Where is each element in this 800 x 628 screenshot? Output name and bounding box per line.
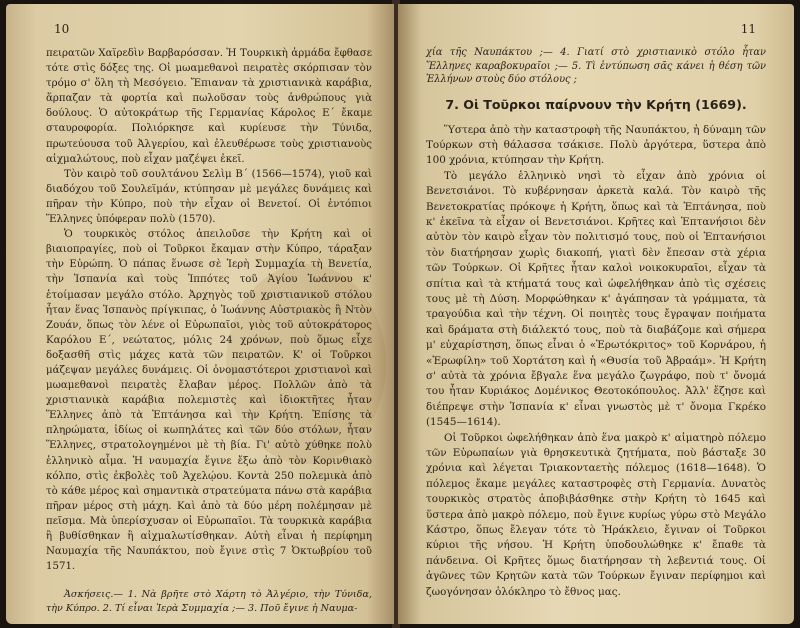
right-page-text	[426, 46, 766, 600]
left-page	[6, 4, 394, 624]
exercises-continued: χία τῆς Ναυπάκτου ;— 4. Γιατί στὸ χριστιανικὸ στόλο ἦταν Ἕλληνες καραβοκυραῖοι ;— 5. Τὶ ἐντύπωση σᾶς κάνει ἡ θέση τῶν Ἑλλήνων στοὺς δύο στόλους ;	[426, 47, 766, 86]
page-number: 10	[54, 22, 70, 36]
paragraph: Τὸ μεγάλο ἑλληνικὸ νησὶ τὸ εἶχαν ἀπὸ χρόνια οἱ Βενετσιάνοι. Τὸ κυβέρνησαν ἀρκετὰ καλά. Τὸν καιρὸ τῆς Βενετοκρατίας πρόκοψε ἡ Κρήτη, ὅπως καὶ τὰ Ἑπτάνησα, ποὺ κ' ἐκεῖνα τὰ εἶχαν οἱ Βενετσιάνοι. Κρῆτες καὶ Ἑπτανήσιοι δὲν αὐτὸν τὸν καιρὸ εἶχαν τὸν πολιτισμό τους, ποὺ οἱ Ἑπτανήσιοι τὸν διατήρησαν χωρὶς διακοπή, γιατὶ δὲν ἔπεσαν στὰ χέρια τῶν Τούρκων. Οἱ Κρῆτες ἦταν καλοὶ νοικοκυραῖοι, εἶχαν τὰ σπίτια καὶ τὰ κτήματά τους καὶ ὠφελήθηκαν ἀπὸ τὶς σχέσεις τους μὲ τὴ Δύση. Μορφώθηκαν κ' ἀγάπησαν τὰ γράμματα, τὰ τραγούδια καὶ τὴν τέχνη. Οἱ ποιητὲς τους ἔγραψαν ποιήματα καὶ δράματα στὴ διάλεκτό τους, ποὺ τὰ διαβάζομε καὶ σήμερα μ' εὐχαρίστηση, ὅπως εἶναι ὁ «Ἐρωτόκριτος» τοῦ Κορνάρου, ἡ «Ἐρωφίλη» τοῦ Χορτάτση καὶ ἡ «Θυσία τοῦ Ἀβραάμ». Ἡ Κρήτη σ' αὐτὰ τὰ χρόνια ἔβγαλε ἕνα μεγάλο ζωγράφο, ποὺ τ' ὄνομά του ἦταν Κυριάκος Δομένικος Θεοτοκόπουλος. Ἀλλ' ἔζησε καὶ διέπρεψε στὴν Ἱσπανία κ' εἶναι γνωστὸς μὲ τ' ὄνομα Γκρέκο (1545—1614).	[426, 169, 766, 429]
paragraph: πειρατῶν Χαϊρεδὶν Βαρβαρόσσαν. Ἡ Τουρκικὴ ἀρμάδα ἔφθασε τότε στὶς δόξες της. Οἱ μωαμεθανοὶ πειρατὲς σκόρπισαν τὸν τρόμο σ' ὅλη τὴ Μεσόγειο. Ἔπιαναν τὰ χριστιανικὰ καράβια, ἅρπαζαν τὰ φορτία καὶ πωλοῦσαν τοὺς ἀνθρώπους γιὰ δούλους. Ὁ αὐτοκράτωρ τῆς Γερμανίας Κάρολος Ε΄ ἔκαμε σταυροφορία. Πολιόρκησε καὶ κυρίευσε τὴν Τύνιδα, πρωτεύουσα τοῦ Ἀλγερίου, καὶ ἐλευθέρωσε τοὺς χριστιανοὺς αἰχμαλώτους, ποὺ εἶχαν μαζέψει ἐκεῖ.	[46, 48, 372, 165]
paragraph: Οἱ Τοῦρκοι ὠφελήθηκαν ἀπὸ ἕνα μακρὸ κ' αἱματηρὸ πόλεμο τῶν Εὐρωπαίων γιὰ θρησκευτικὰ ζητήματα, ποὺ βάσταξε 30 χρόνια καὶ λέγεται Τριακονταετὴς πόλεμος (1618—1648). Ὁ πόλεμος ἔκαμε μεγάλες καταστροφὲς στὴ Γερμανία. Δυνατὸς τουρκικὸς στρατὸς ἀποβιβάσθηκε στὴν Κρήτη τὸ 1645 καὶ ὕστερα ἀπὸ μακρὸ πόλεμο, ποὺ ἔγινε κυρίως γύρω στὸ Μεγάλο Κάστρο, ὅπως ἔλεγαν τότε τὸ Ἡράκλειο, ἔγιναν οἱ Τοῦρκοι κύριοι τῆς νήσου. Ἡ Κρήτη ὑποδουλώθηκε κ' ἔπαθε τὰ πάνδεινα. Οἱ Κρῆτες ὅμως διατήρησαν τὴ λεβεντιά τους. Οἱ ἀγῶνες τῶν Κρητῶν κατὰ τῶν Τούρκων ἔγιναν περίφημοι καὶ ζωογόνησαν ὁλόκληρο τὸ ἔθνος μας.	[426, 431, 766, 598]
right-page	[398, 4, 794, 624]
page-number: 11	[740, 22, 756, 36]
exercises: Ἀσκήσεις.— 1. Νὰ βρῆτε στὸ Χάρτη τὸ Ἀλγέριο, τὴν Τύνιδα, τὴν Κύπρο. 2. Τί εἶναι Ἱερὰ Συμμαχία ;— 3. Ποῦ ἔγινε ἡ Ναυμα-	[46, 589, 372, 614]
paragraph: Τὸν καιρὸ τοῦ σουλτάνου Σελὶμ Β΄ (1566—1574), γιοῦ καὶ διαδόχου τοῦ Σουλεϊμάν, κτύπησαν μὲ μεγάλες δυνάμεις καὶ πῆραν τὴν Κύπρο, ποὺ τὴν εἶχαν οἱ Βενετοί. Οἱ ἐντόπιοι Ἕλληνες ὑπόφεραν πολὺ (1570).	[46, 168, 372, 226]
left-page-text	[46, 46, 372, 615]
chapter-title: 7. Οἱ Τοῦρκοι παίρνουν τὴν Κρήτη (1669).	[445, 97, 747, 113]
paragraph: Ὁ τουρκικὸς στόλος ἀπειλοῦσε τὴν Κρήτη καὶ οἱ βιαιοπραγίες, ποὺ οἱ Τοῦρκοι ἔκαμαν στὴν Κύπρο, τάραξαν τὴν Εὐρώπη. Ὁ πάπας ἕνωσε σὲ Ἱερὴ Συμμαχία τὴ Βενετία, τὴν Ἱσπανία καὶ τοὺς Ἱππότες τοῦ Ἁγίου Ἰωάννου κ' ἑτοίμασαν μεγάλο στόλο. Ἀρχηγὸς τοῦ χριστιανικοῦ στόλου ἦταν ἕνας Ἱσπανὸς πρίγκιπας, ὁ Ἰωάννης Αὐστριακὸς ἢ Ντὸν Ζουάν, ὅπως τὸν λένε οἱ Εὐρωπαῖοι, γιὸς τοῦ αὐτοκράτορος Καρόλου Ε΄, νεώτατος, μόλις 24 χρόνων, ποὺ ὅμως εἶχε δοξασθῆ στὶς μάχες κατὰ τῶν πειρατῶν. Κ' οἱ Τοῦρκοι μάζεψαν μεγάλες δυνάμεις. Οἱ ὀνομαστότεροι χριστιανοὶ καὶ μωαμεθανοὶ πειρατὲς ἔλαβαν μέρος. Πολλῶν ἀπὸ τὰ χριστιανικὰ καράβια πολεμιστὲς καὶ ἰδιοκτῆτες ἦταν Ἕλληνες ἀπὸ τὰ Ἑπτάνησα καὶ τὴν Κρήτη. Ἐπίσης τὰ πληρώματα, ἰδίως οἱ κωπηλάτες καὶ τῶν δύο στόλων, ἦταν Ἕλληνες, στρατολογημένοι μὲ τὴ βία. Γι' αὐτὸ χύθηκε πολὺ ἑλληνικὸ αἷμα. Ἡ ναυμαχία ἔγινε ἔξω ἀπὸ τὸν Κορινθιακὸ κόλπο, στὶς ἐκβολὲς τοῦ Ἀχελῴου. Κοντὰ 250 πολεμικὰ ἀπὸ τὸ κάθε μέρος καὶ σημαντικὰ στρατεύματα πάνω στὰ καράβια πῆραν μέρος στὴ μάχη. Καὶ ἀπὸ τὰ δύο μέρη πολέμησαν μὲ πεῖσμα. Μὰ ὑπερίσχυσαν οἱ Εὐρωπαῖοι. Τὰ τουρκικὰ καράβια ἢ βυθίσθηκαν ἢ αἰχμαλωτίσθηκαν. Αὐτὴ εἶναι ἡ περίφημη Ναυμαχία τῆς Ναυπάκτου, ποὺ ἔγινε στὶς 7 Ὀκτωβρίου τοῦ 1571.	[46, 229, 372, 573]
paragraph: Ὕστερα ἀπὸ τὴν καταστροφὴ τῆς Ναυπάκτου, ἡ δύναμη τῶν Τούρκων στὴ θάλασσα τσάκισε. Πολὺ ἀργότερα, ὕστερα ἀπὸ 100 χρόνια, κτύπησαν τὴν Κρήτη.	[426, 123, 766, 167]
